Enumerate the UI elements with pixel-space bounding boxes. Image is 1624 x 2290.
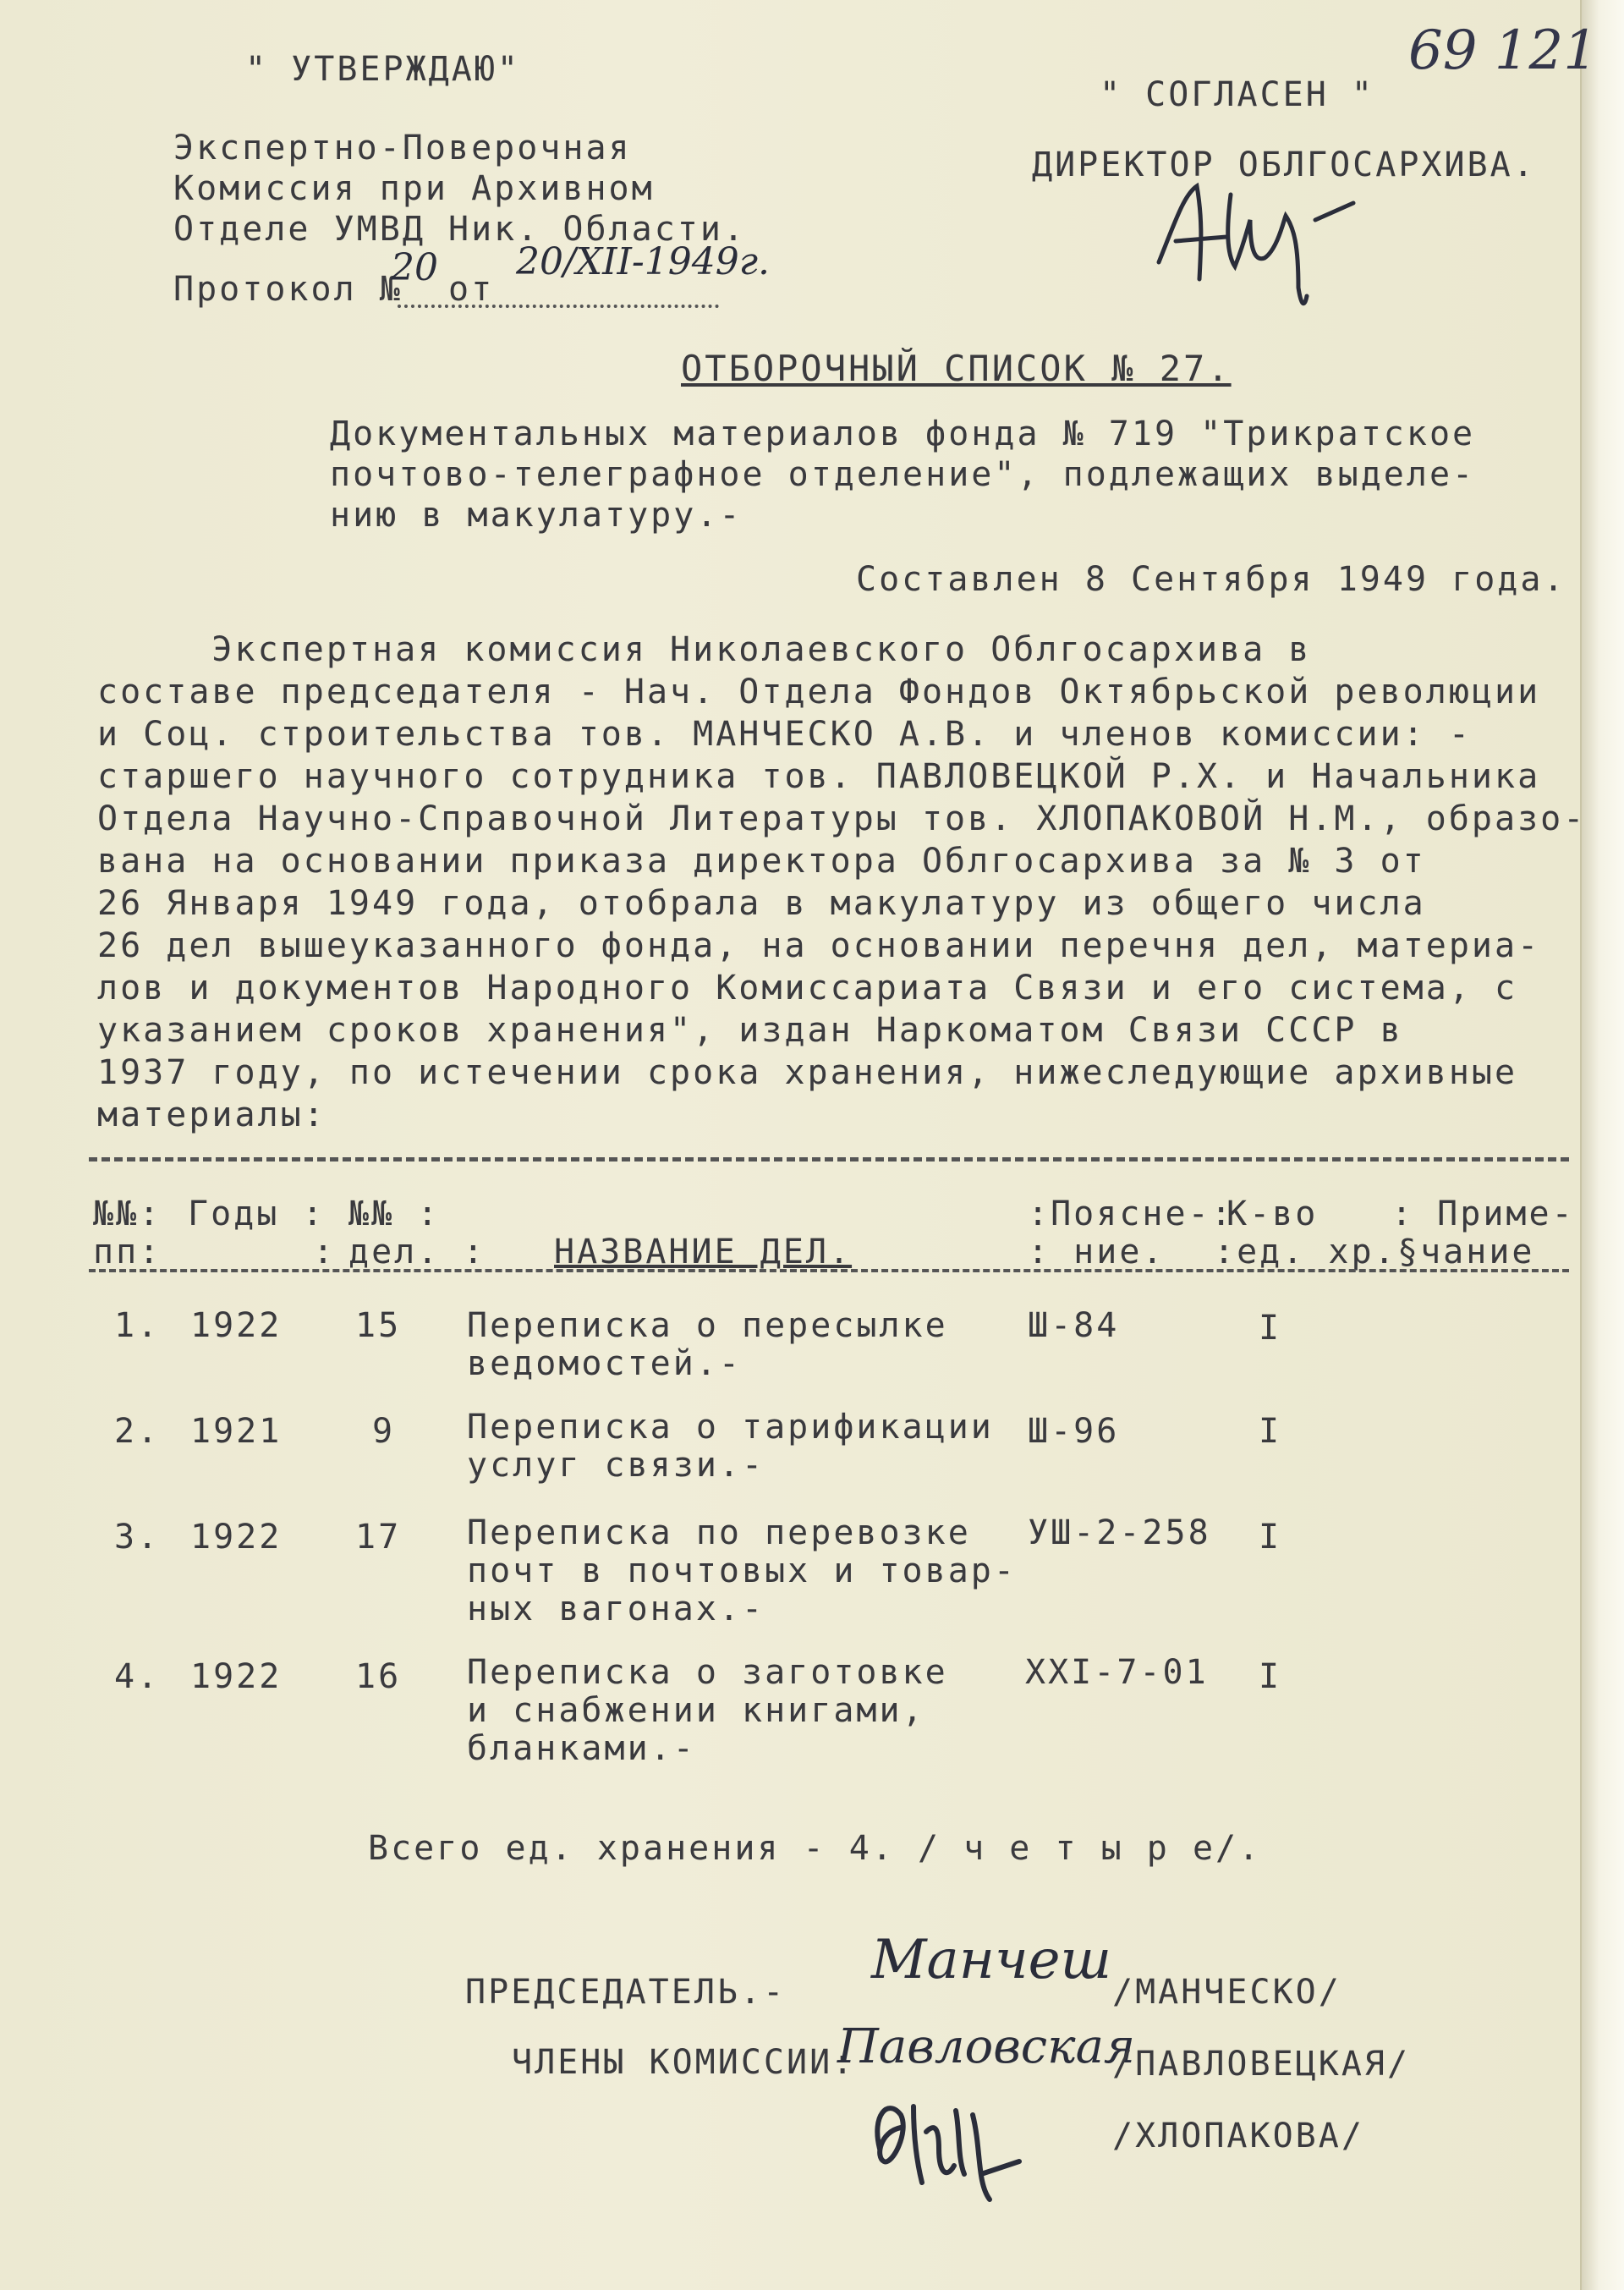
- member-2-signature: [854, 2081, 1040, 2208]
- col-year-header-1: Годы :: [188, 1194, 326, 1233]
- row-4-year: 1922: [190, 1657, 283, 1696]
- row-1-note: Ш-84: [1028, 1306, 1120, 1345]
- approve-line-3: Отделе УМВД Ник. Области.: [173, 210, 747, 249]
- protocol-from: от: [448, 270, 495, 309]
- row-1-name-2: ведомостей.-: [467, 1344, 742, 1383]
- row-3-year: 1922: [190, 1518, 283, 1557]
- row-1-num: 1.: [114, 1306, 161, 1345]
- approve-line-2: Комиссия при Архивном: [173, 169, 655, 208]
- col-note-header-2: : ние.: [1028, 1233, 1166, 1271]
- row-1-case: 15: [355, 1306, 402, 1345]
- approve-title: " УТВЕРЖДАЮ": [245, 50, 520, 89]
- col-note-header-1: :Поясне-:: [1028, 1194, 1234, 1233]
- body-line-12: материалы:: [97, 1096, 326, 1134]
- chair-signature: Манчеш: [871, 1929, 1112, 1991]
- agree-title: " СОГЛАСЕН ": [1100, 75, 1374, 114]
- row-4-note: XXI-7-01: [1025, 1653, 1209, 1692]
- folio-number: 69 121: [1408, 19, 1598, 82]
- row-4-name-1: Переписка о заготовке: [467, 1653, 948, 1692]
- total-units: Всего ед. хранения - 4. / ч е т ы р е/.: [368, 1829, 1262, 1868]
- members-label: ЧЛЕНЫ КОМИССИИ:: [512, 2043, 856, 2082]
- member-1-name: /ПАВЛОВЕЦКАЯ/: [1112, 2045, 1411, 2084]
- row-2-note: Ш-96: [1028, 1412, 1120, 1451]
- col-qty-header-1: К-во: [1226, 1194, 1319, 1233]
- page-edge: [1580, 0, 1624, 2290]
- row-4-name-2: и снабжении книгами,: [467, 1691, 925, 1730]
- row-2-year: 1921: [190, 1412, 283, 1451]
- body-line-7: 26 Января 1949 года, отобрала в макулатуру из общего числа: [97, 884, 1426, 923]
- body-line-10: указанием сроков хранения", издан Наркоматом Связи СССР в: [97, 1011, 1403, 1050]
- col-year-header-2: :: [313, 1233, 337, 1271]
- body-line-5: Отдела Научно-Справочной Литературы тов. ХЛОПАКОВОЙ Н.М., образо-: [97, 799, 1587, 838]
- compiled-date: Составлен 8 Сентября 1949 года.: [856, 560, 1566, 599]
- body-line-9: лов и документов Народного Комиссариата Связи и его система, с: [97, 969, 1518, 1008]
- row-1-qty: I: [1259, 1309, 1282, 1348]
- row-3-num: 3.: [114, 1518, 161, 1557]
- col-case-header-1: №№ :: [348, 1194, 441, 1233]
- row-4-name-3: бланками.-: [467, 1729, 696, 1768]
- row-2-case: 9: [372, 1412, 396, 1451]
- document-title: ОТБОРОЧНЫЙ СПИСОК № 27.: [681, 348, 1232, 389]
- chair-name: /МАНЧЕСКО/: [1112, 1973, 1341, 2012]
- col-num-header-1: №№:: [93, 1194, 162, 1233]
- protocol-number: 20: [391, 246, 438, 289]
- row-3-qty: I: [1259, 1518, 1282, 1557]
- row-4-num: 4.: [114, 1657, 161, 1696]
- body-line-11: 1937 году, по истечении срока хранения, нижеследующие архивные: [97, 1053, 1518, 1092]
- member-2-name: /ХЛОПАКОВА/: [1112, 2117, 1364, 2155]
- subtitle-line-1: Документальных материалов фонда № 719 "Трикратское: [330, 415, 1476, 453]
- col-case-header-2: дел. :: [348, 1233, 486, 1271]
- body-line-8: 26 дел вышеуказанного фонда, на основании перечня дел, материа-: [97, 926, 1541, 965]
- row-3-name-2: почт в почтовых и товар-: [467, 1551, 1017, 1590]
- protocol-date: 20/XII-1949г.: [516, 240, 770, 283]
- protocol-dotted-line: [398, 305, 719, 308]
- row-1-name-1: Переписка о пересылке: [467, 1306, 948, 1345]
- row-2-num: 2.: [114, 1412, 161, 1451]
- row-2-name-2: услуг связи.-: [467, 1446, 765, 1485]
- body-line-6: вана на основании приказа директора Облгосархива за № 3 от: [97, 842, 1426, 881]
- row-4-qty: I: [1259, 1657, 1282, 1696]
- col-name-header: НАЗВАНИЕ ДЕЛ.: [554, 1233, 853, 1271]
- subtitle-line-2: почтово-телеграфное отделение", подлежащих выделе-: [330, 455, 1476, 494]
- row-1-year: 1922: [190, 1306, 283, 1345]
- row-2-name-1: Переписка о тарификации: [467, 1408, 994, 1447]
- col-remarks-header-2: §чание: [1397, 1233, 1535, 1271]
- row-3-note: УШ-2-258: [1028, 1513, 1211, 1552]
- col-qty-header-2: :ед. хр.: [1214, 1233, 1397, 1271]
- chair-label: ПРЕДСЕДАТЕЛЬ.-: [465, 1973, 787, 2012]
- subtitle-line-3: нию в макулатуру.-: [330, 496, 743, 535]
- row-2-qty: I: [1259, 1412, 1282, 1451]
- body-line-4: старшего научного сотрудника тов. ПАВЛОВЕЦКОЙ Р.Х. и Начальника: [97, 757, 1541, 796]
- director-signature: [1150, 169, 1370, 313]
- row-3-case: 17: [355, 1518, 402, 1557]
- col-num-header-2: пп:: [93, 1233, 162, 1271]
- row-3-name-1: Переписка по перевозке: [467, 1513, 971, 1552]
- col-remarks-header-1: : Приме-: [1391, 1194, 1575, 1233]
- row-3-name-3: ных вагонах.-: [467, 1590, 765, 1628]
- table-top-dashed-line: [89, 1157, 1569, 1161]
- body-line-2: составе председателя - Нач. Отдела Фондов Октябрьской революции: [97, 673, 1541, 711]
- protocol-label: Протокол №: [173, 270, 403, 309]
- agree-director: ДИРЕКТОР ОБЛГОСАРХИВА.: [1032, 146, 1536, 184]
- approve-line-1: Экспертно-Поверочная: [173, 129, 632, 167]
- body-line-3: и Соц. строительства тов. МАНЧЕСКО А.В. и членов комиссии: -: [97, 715, 1472, 754]
- table-header-dashed-line: [89, 1269, 1569, 1272]
- body-line-1: Экспертная комиссия Николаевского Облгосархива в: [97, 630, 1312, 669]
- row-4-case: 16: [355, 1657, 402, 1696]
- member-1-signature: Павловская: [837, 2019, 1136, 2074]
